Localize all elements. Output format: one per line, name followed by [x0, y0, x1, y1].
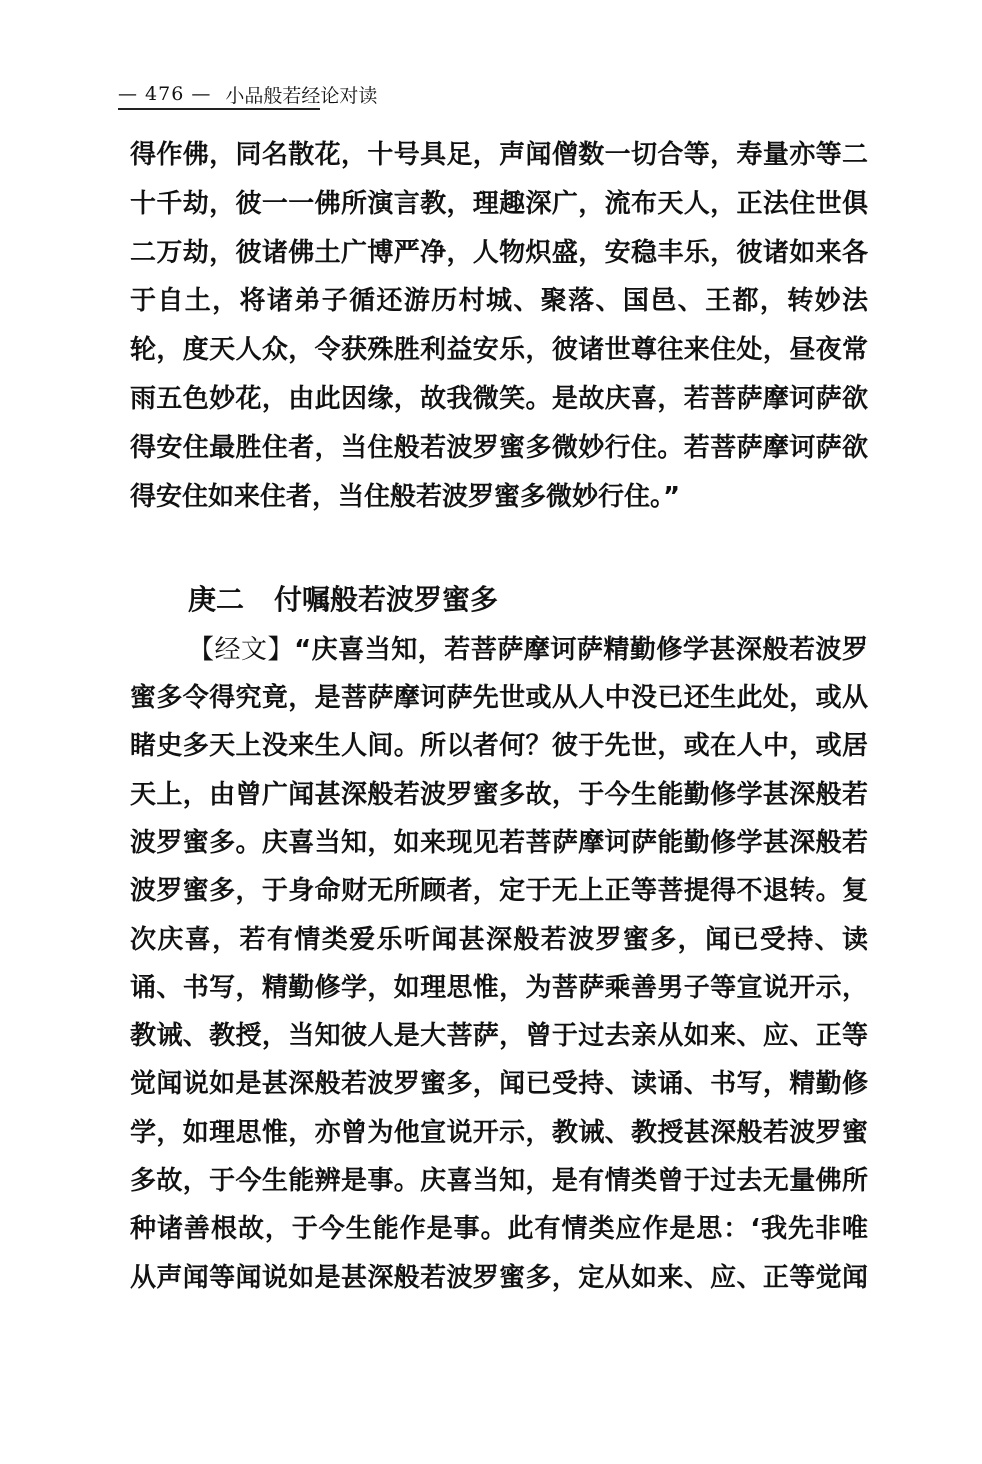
text-line: 轮，度天人众，令获殊胜利益安乐，彼诸世尊往来住处，昼夜常 — [130, 335, 868, 366]
heading-title: 付嘱般若波罗蜜多 — [274, 583, 499, 616]
sutra-text-tag: 【经文】 — [188, 635, 295, 665]
first-line-text: “庆喜当知，若菩萨摩诃萨精勤修学甚深般若波罗 — [294, 635, 868, 665]
text-line: 十千劫，彼一一佛所演言教，理趣深广，流布天人，正法住世俱 — [130, 188, 868, 219]
section-heading — [188, 578, 528, 618]
text-line: 诵、书写，精勤修学，如理思惟，为菩萨乘善男子等宣说开示， — [130, 972, 868, 1003]
text-line: 学，如理思惟，亦曾为他宣说开示，教诫、教授甚深般若波罗蜜 — [130, 1117, 868, 1148]
text-line: 蜜多令得究竟，是菩萨摩诃萨先世或从人中没已还生此处，或从 — [130, 683, 868, 713]
text-line: 于自土，将诸弟子循还游历村城、聚落、国邑、王都，转妙法 — [130, 286, 868, 317]
text-line: 波罗蜜多，于身命财无所顾者，定于无上正等菩提得不退转。复 — [130, 876, 868, 907]
text-line: 教诫、教授，当知彼人是大菩萨，曾于过去亲从如来、应、正等 — [130, 1021, 868, 1052]
text-line: 从声闻等闻说如是甚深般若波罗蜜多，定从如来、应、正等觉闻 — [130, 1262, 868, 1293]
text-line: 种诸善根故，于今生能作是事。此有情类应作是思：‘我先非唯 — [130, 1214, 868, 1245]
text-line: 雨五色妙花，由此因缘，故我微笑。是故庆喜，若菩萨摩诃萨欲 — [130, 384, 868, 414]
paragraph-first-line — [188, 630, 868, 670]
text-line: 次庆喜，若有情类爱乐听闻甚深般若波罗蜜多，闻已受持、读 — [130, 924, 868, 955]
text-line: 多故，于今生能辨是事。庆喜当知，是有情类曾于过去无量佛所 — [130, 1166, 868, 1196]
page-number: — 476 — — [118, 83, 212, 105]
text-line: 波罗蜜多。庆喜当知，如来现见若菩萨摩诃萨能勤修学甚深般若 — [130, 827, 868, 858]
text-line: 天上，由曾广闻甚深般若波罗蜜多故，于今生能勤修学甚深般若 — [130, 779, 868, 810]
text-line: 睹史多天上没来生人间。所以者何？彼于先世，或在人中，或居 — [130, 731, 868, 762]
running-header — [118, 80, 378, 110]
text-line: 二万劫，彼诸佛土广博严净，人物炽盛，安稳丰乐，彼诸如来各 — [130, 237, 868, 268]
text-line: 得安住如来住者，当住般若波罗蜜多微妙行住。” — [130, 481, 681, 512]
text-line: 觉闻说如是甚深般若波罗蜜多，闻已受持、读诵、书写，精勤修 — [130, 1069, 868, 1100]
text-line: 得作佛，同名散花，十号具足，声闻僧数一切合等，寿量亦等二 — [130, 140, 868, 170]
book-title: 小品般若经论对读 — [225, 84, 378, 107]
heading-number: 庚二 — [188, 583, 245, 616]
text-line: 得安住最胜住者，当住般若波罗蜜多微妙行住。若菩萨摩诃萨欲 — [130, 432, 868, 463]
